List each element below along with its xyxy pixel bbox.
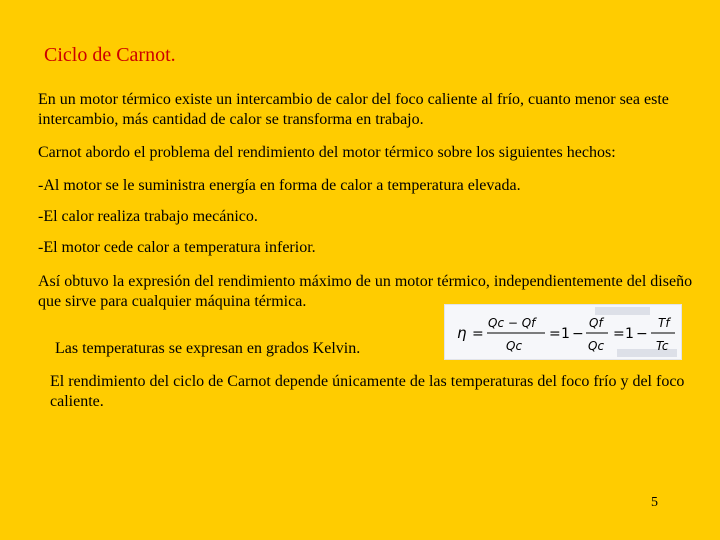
fact-item-3: -El motor cede calor a temperatura inferior. [38, 239, 316, 256]
conclusion-paragraph: El rendimiento del ciclo de Carnot depende únicamente de las temperaturas del foco frío y del foco caliente. [50, 373, 685, 410]
fact-item-2: -El calor realiza trabajo mecánico. [38, 208, 258, 225]
formula-minus-1: − [572, 326, 584, 342]
formula-eta: η [457, 324, 467, 342]
formula-fraction-3-denominator: Tc [656, 339, 669, 353]
formula-equals-1: = [472, 326, 484, 342]
formula-equals-2: = [549, 326, 561, 342]
formula-fraction-1-denominator: Qc [506, 339, 523, 353]
carnot-efficiency-formula [444, 304, 682, 360]
efficiency-expression-paragraph: Así obtuvo la expresión del rendimiento máximo de un motor térmico, independientemente del diseño que sirve para cualquier máquina térmica. [38, 273, 693, 310]
formula-fraction-2-denominator: Qc [588, 339, 605, 353]
formula-minus-2: − [636, 326, 648, 342]
formula-fraction-2-numerator: Qf [589, 316, 603, 330]
carnot-approach-paragraph: Carnot abordo el problema del rendimiento del motor térmico sobre los siguientes hechos: [38, 144, 616, 161]
formula-equals-3: = [613, 326, 625, 342]
formula-fraction-1-numerator: Qc − Qf [488, 316, 536, 330]
formula-one-1: 1 [561, 326, 570, 342]
kelvin-note: Las temperaturas se expresan en grados Kelvin. [55, 340, 361, 357]
intro-paragraph: En un motor térmico existe un intercambio de calor del foco caliente al frío, cuanto menor sea este intercambio, más cantidad de calor se transforma en trabajo. [38, 91, 669, 128]
formula-fraction-3-numerator: Tf [658, 316, 670, 330]
fact-item-1: -Al motor se le suministra energía en forma de calor a temperatura elevada. [38, 177, 521, 194]
slide-title: Ciclo de Carnot. [44, 44, 176, 66]
formula-one-2: 1 [625, 326, 634, 342]
page-number: 5 [651, 495, 658, 510]
